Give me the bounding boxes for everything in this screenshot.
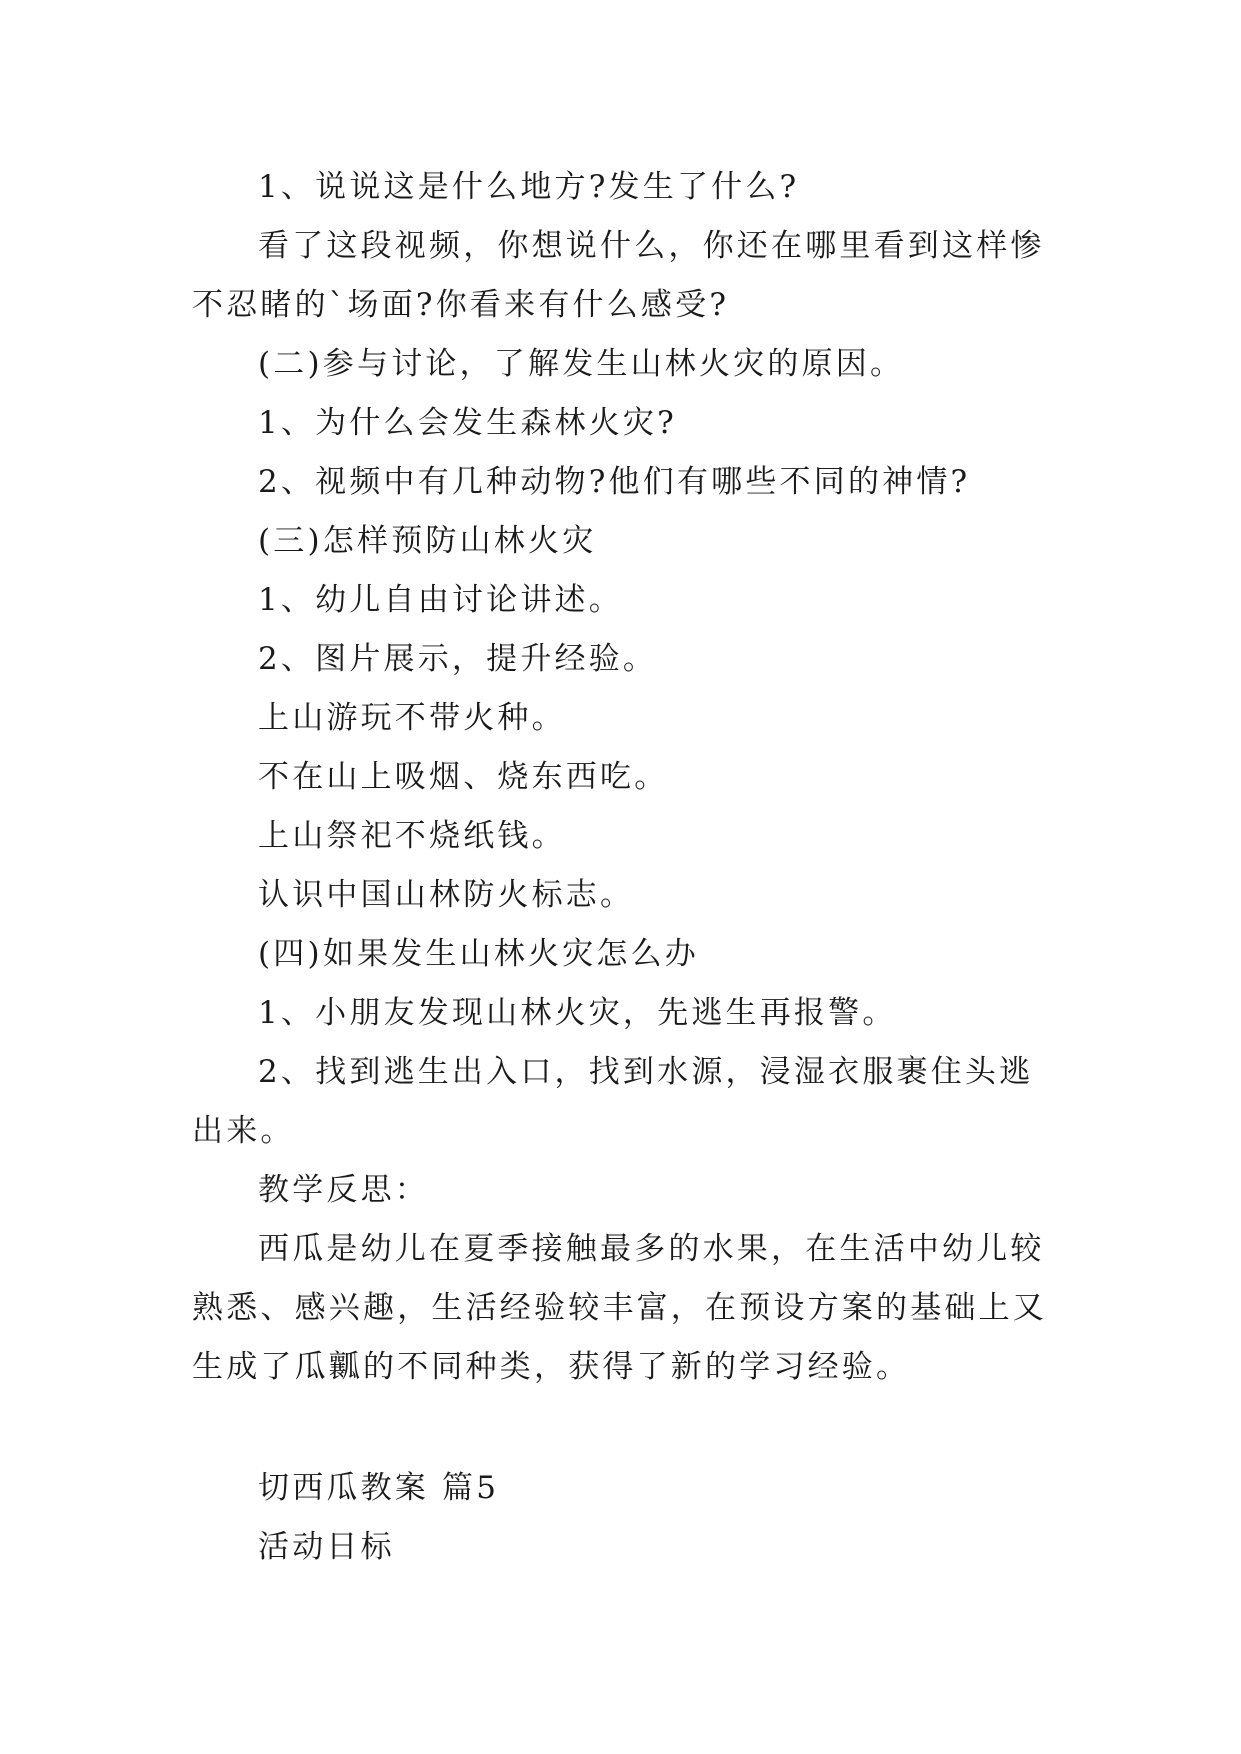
paragraph: 西瓜是幼儿在夏季接触最多的水果，在生活中幼儿较熟悉、感兴趣，生活经验较丰富，在预设方案的基础上又生成了瓜瓤的不同种类，获得了新的学习经验。 bbox=[192, 1231, 1047, 1385]
paragraph: 上山游玩不带火种。 bbox=[258, 700, 566, 736]
paragraph: (三)怎样预防山林火灾 bbox=[258, 523, 597, 559]
paragraph: 1、幼儿自由讨论讲述。 bbox=[258, 582, 623, 618]
paragraph: 2、图片展示，提升经验。 bbox=[258, 641, 658, 677]
document-body bbox=[192, 158, 1062, 1577]
paragraph: (四)如果发生山林火灾怎么办 bbox=[258, 936, 699, 972]
paragraph: (二)参与讨论，了解发生山林火灾的原因。 bbox=[258, 346, 905, 382]
paragraph: 认识中国山林防火标志。 bbox=[258, 877, 635, 913]
paragraph: 1、小朋友发现山林火灾，先逃生再报警。 bbox=[258, 995, 897, 1031]
paragraph: 上山祭祀不烧纸钱。 bbox=[258, 818, 566, 854]
paragraph: 看了这段视频，你想说什么，你还在哪里看到这样惨不忍睹的`场面?你看来有什么感受? bbox=[192, 228, 1045, 323]
paragraph: 不在山上吸烟、烧东西吃。 bbox=[258, 759, 669, 795]
paragraph: 2、视频中有几种动物?他们有哪些不同的神情? bbox=[258, 464, 971, 500]
section-gap bbox=[192, 1397, 1062, 1459]
paragraph: 教学反思： bbox=[258, 1172, 429, 1208]
section-subtitle: 活动日标 bbox=[258, 1529, 395, 1565]
paragraph: 1、说说这是什么地方?发生了什么? bbox=[258, 169, 800, 205]
paragraph: 2、找到逃生出入口，找到水源，浸湿衣服裹住头逃出来。 bbox=[192, 1054, 1034, 1149]
section-title: 切西瓜教案 篇5 bbox=[258, 1470, 500, 1506]
paragraph: 1、为什么会发生森林火灾? bbox=[258, 405, 677, 441]
